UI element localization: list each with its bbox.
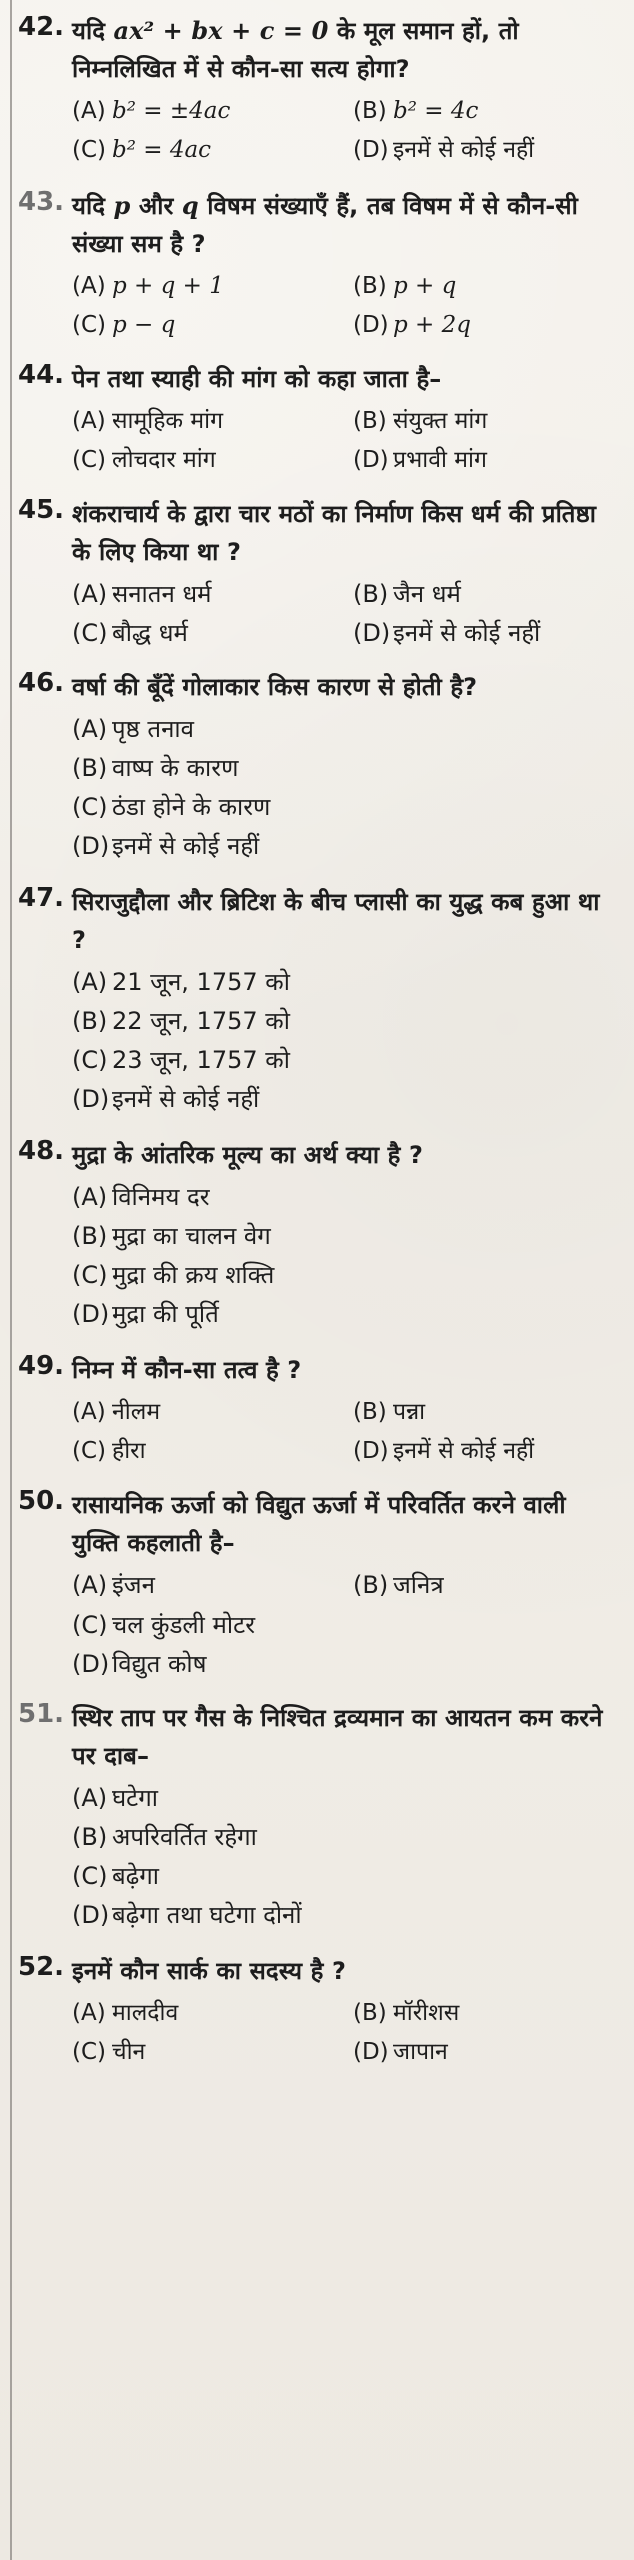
option-text: मॉरीशस [393, 2000, 460, 2026]
question-text-part: विषम संख्याएँ हैं, तब विषम में से कौन-सी संख्या सम है ? [72, 192, 578, 258]
option-text: इंजन [112, 1571, 155, 1599]
option-label: (C) [72, 447, 107, 473]
option-c[interactable] [72, 1258, 616, 1292]
option-a[interactable] [72, 1180, 616, 1214]
option-text: हीरा [112, 1438, 146, 1464]
answer-options [72, 712, 616, 863]
option-label: (B) [353, 98, 387, 124]
option-d[interactable] [72, 1647, 616, 1681]
question-42 [18, 12, 616, 167]
option-text: इनमें से कोई नहीं [393, 137, 535, 163]
option-text: बढ़ेगा [112, 1862, 159, 1890]
answer-options [72, 404, 616, 477]
option-text: विद्युत कोष [112, 1650, 207, 1678]
option-d[interactable] [353, 616, 616, 650]
option-a[interactable] [72, 94, 335, 128]
option-label: (C) [72, 312, 107, 338]
option-text: पन्ना [393, 1399, 426, 1425]
option-text: लोचदार मांग [112, 447, 216, 473]
option-a[interactable] [72, 1996, 335, 2030]
question-49 [18, 1351, 616, 1468]
option-d[interactable] [353, 443, 616, 477]
option-b[interactable] [353, 1395, 616, 1429]
question-text [72, 12, 616, 88]
option-a[interactable] [72, 1568, 335, 1602]
option-d[interactable] [353, 2035, 616, 2069]
option-b[interactable] [72, 751, 616, 785]
question-text: स्थिर ताप पर गैस के निश्चित द्रव्यमान का आयतन कम करने पर दाब– [72, 1704, 603, 1770]
option-label: (C) [72, 1862, 108, 1890]
option-label: (A) [72, 715, 108, 743]
option-text: ठंडा होने के कारण [112, 793, 271, 821]
option-label: (D) [353, 619, 391, 647]
option-text: b² = 4c [393, 98, 479, 124]
option-text: सनातन धर्म [112, 580, 212, 608]
option-d[interactable] [353, 133, 616, 167]
answer-options [72, 1781, 616, 1932]
answer-options [72, 269, 616, 342]
option-c[interactable] [72, 616, 335, 650]
option-text: p + q [393, 273, 457, 299]
option-d[interactable] [72, 829, 616, 863]
option-label: (A) [72, 1399, 106, 1425]
question-text-part: यदि [72, 192, 114, 220]
option-label: (C) [72, 2039, 107, 2065]
option-d[interactable] [72, 1082, 616, 1116]
option-b[interactable] [353, 94, 616, 128]
question-number: 49. [18, 1351, 65, 1381]
question-number: 42. [18, 12, 65, 42]
option-label: (C) [72, 137, 107, 163]
option-label: (A) [72, 968, 108, 996]
option-label: (D) [72, 1300, 110, 1328]
question-number: 44. [18, 360, 65, 390]
question-46 [18, 668, 616, 863]
option-label: (D) [72, 832, 110, 860]
option-label: (A) [72, 1571, 108, 1599]
option-label: (D) [353, 2039, 389, 2065]
option-b[interactable] [353, 577, 616, 611]
option-label: (B) [353, 273, 387, 299]
answer-options [72, 94, 616, 167]
option-text: 22 जून, 1757 को [112, 1007, 290, 1035]
option-a[interactable] [72, 404, 335, 438]
option-text: मालदीव [112, 2000, 179, 2026]
option-a[interactable] [72, 269, 335, 303]
option-a[interactable] [72, 1781, 616, 1815]
option-label: (D) [353, 137, 389, 163]
option-text: इनमें से कोई नहीं [112, 832, 260, 860]
option-label: (C) [72, 619, 108, 647]
option-text: मुद्रा की पूर्ति [112, 1300, 219, 1328]
left-margin-rule [10, 0, 12, 2560]
answer-options [72, 1180, 616, 1331]
option-d[interactable] [72, 1297, 616, 1331]
math-expression: ax² + bx + c = 0 [113, 16, 329, 45]
question-44 [18, 360, 616, 477]
option-text: 21 जून, 1757 को [112, 968, 290, 996]
option-c[interactable] [72, 1434, 335, 1468]
question-number: 48. [18, 1136, 65, 1166]
question-number: 51. [18, 1699, 65, 1729]
option-d[interactable] [353, 308, 616, 342]
question-text: रासायनिक ऊर्जा को विद्युत ऊर्जा में परिवर्तित करने वाली युक्ति कहलाती है– [72, 1491, 566, 1557]
answer-options [72, 1996, 616, 2069]
math-variable: q [181, 191, 199, 220]
answer-options [72, 1568, 616, 1602]
option-label: (D) [353, 312, 389, 338]
option-text: इनमें से कोई नहीं [393, 1438, 535, 1464]
option-text: नीलम [112, 1399, 161, 1425]
question-number: 43. [18, 187, 65, 217]
option-b[interactable] [353, 404, 616, 438]
question-50 [18, 1486, 616, 1681]
option-text: मुद्रा का चालन वेग [112, 1222, 271, 1250]
option-label: (B) [72, 1007, 108, 1035]
option-label: (A) [72, 98, 106, 124]
question-text: निम्न में कौन-सा तत्व है ? [72, 1356, 302, 1384]
answer-options-continued [72, 1608, 616, 1681]
option-label: (B) [72, 1222, 108, 1250]
option-label: (B) [353, 580, 389, 608]
option-label: (D) [72, 1650, 110, 1678]
option-c[interactable] [72, 308, 335, 342]
option-label: (C) [72, 1046, 108, 1074]
question-text: मुद्रा के आंतरिक मूल्य का अर्थ क्या है ? [72, 1141, 423, 1169]
option-d[interactable] [72, 1898, 616, 1932]
option-text: जैन धर्म [393, 580, 461, 608]
option-text: चल कुंडली मोटर [112, 1611, 256, 1639]
question-text-part: यदि [72, 17, 114, 45]
question-text: इनमें कौन सार्क का सदस्य है ? [72, 1957, 346, 1985]
option-a[interactable] [72, 712, 616, 746]
question-text: शंकराचार्य के द्वारा चार मठों का निर्माण किस धर्म की प्रतिष्ठा के लिए किया था ? [72, 500, 597, 566]
option-text: p − q [112, 312, 176, 338]
option-c[interactable] [72, 2035, 335, 2069]
option-a[interactable] [72, 577, 335, 611]
option-text: चीन [112, 2039, 146, 2065]
option-text: इनमें से कोई नहीं [112, 1085, 260, 1113]
option-label: (B) [72, 1823, 108, 1851]
option-label: (C) [72, 1261, 108, 1289]
question-number: 46. [18, 668, 65, 698]
question-number: 47. [18, 883, 65, 913]
option-label: (A) [72, 273, 106, 299]
option-b[interactable] [353, 1996, 616, 2030]
option-text: घटेगा [112, 1784, 159, 1812]
question-text: सिराजुद्दौला और ब्रिटिश के बीच प्लासी का युद्ध कब हुआ था ? [72, 888, 600, 954]
option-c[interactable] [72, 1608, 616, 1642]
option-b[interactable] [72, 1219, 616, 1253]
option-label: (A) [72, 1784, 108, 1812]
question-number: 45. [18, 495, 65, 525]
answer-options [72, 577, 616, 650]
option-c[interactable] [72, 1859, 616, 1893]
option-text: p + 2q [393, 312, 471, 338]
question-text-part: और [130, 192, 182, 220]
answer-options [72, 965, 616, 1116]
option-b[interactable] [72, 1820, 616, 1854]
question-52 [18, 1952, 616, 2069]
option-label: (D) [72, 1085, 110, 1113]
question-number: 52. [18, 1952, 65, 1982]
question-text-part: के मूल समान हों, तो निम्नलिखित में से कौन-सा सत्य होगा? [72, 17, 519, 83]
question-51 [18, 1699, 616, 1932]
question-48 [18, 1136, 616, 1331]
option-label: (D) [353, 447, 389, 473]
option-text: अपरिवर्तित रहेगा [112, 1823, 257, 1851]
question-text [72, 187, 616, 263]
option-label: (C) [72, 793, 108, 821]
option-b[interactable] [353, 1568, 616, 1602]
question-45 [18, 495, 616, 650]
option-label: (A) [72, 2000, 106, 2026]
answer-options [72, 1395, 616, 1468]
option-text: पृष्ठ तनाव [112, 715, 194, 743]
question-text: वर्षा की बूँदें गोलाकार किस कारण से होती है? [72, 673, 478, 701]
option-label: (B) [353, 2000, 387, 2026]
option-c[interactable] [72, 443, 335, 477]
option-label: (B) [353, 1399, 387, 1425]
question-number: 50. [18, 1486, 65, 1516]
option-text: मुद्रा की क्रय शक्ति [112, 1261, 275, 1289]
option-b[interactable] [72, 1004, 616, 1038]
option-b[interactable] [353, 269, 616, 303]
option-label: (A) [72, 1183, 108, 1211]
option-text: b² = 4ac [112, 137, 212, 163]
option-label: (C) [72, 1611, 108, 1639]
option-label: (D) [353, 1438, 389, 1464]
option-text: बढ़ेगा तथा घटेगा दोनों [112, 1901, 302, 1929]
option-label: (A) [72, 580, 108, 608]
option-label: (B) [72, 754, 108, 782]
option-label: (D) [72, 1901, 110, 1929]
option-a[interactable] [72, 1395, 335, 1429]
option-label: (A) [72, 408, 106, 434]
question-43 [18, 187, 616, 342]
option-d[interactable] [353, 1434, 616, 1468]
option-label: (C) [72, 1438, 107, 1464]
option-text: प्रभावी मांग [393, 447, 487, 473]
option-c[interactable] [72, 1043, 616, 1077]
option-text: सामूहिक मांग [112, 408, 224, 434]
option-text: जनित्र [393, 1571, 444, 1599]
option-text: इनमें से कोई नहीं [393, 619, 541, 647]
option-text: विनिमय दर [112, 1183, 210, 1211]
option-text: बौद्ध धर्म [112, 619, 188, 647]
option-text: b² = ±4ac [112, 98, 231, 124]
option-c[interactable] [72, 133, 335, 167]
option-label: (B) [353, 408, 387, 434]
option-text: जापान [393, 2039, 448, 2065]
question-47 [18, 883, 616, 1116]
option-text: वाष्प के कारण [112, 754, 239, 782]
option-text: संयुक्त मांग [393, 408, 488, 434]
option-text: 23 जून, 1757 को [112, 1046, 290, 1074]
math-variable: p [113, 191, 131, 220]
option-text: p + q + 1 [112, 273, 224, 299]
option-a[interactable] [72, 965, 616, 999]
option-label: (B) [353, 1571, 389, 1599]
option-c[interactable] [72, 790, 616, 824]
question-text: पेन तथा स्याही की मांग को कहा जाता है– [72, 365, 442, 393]
